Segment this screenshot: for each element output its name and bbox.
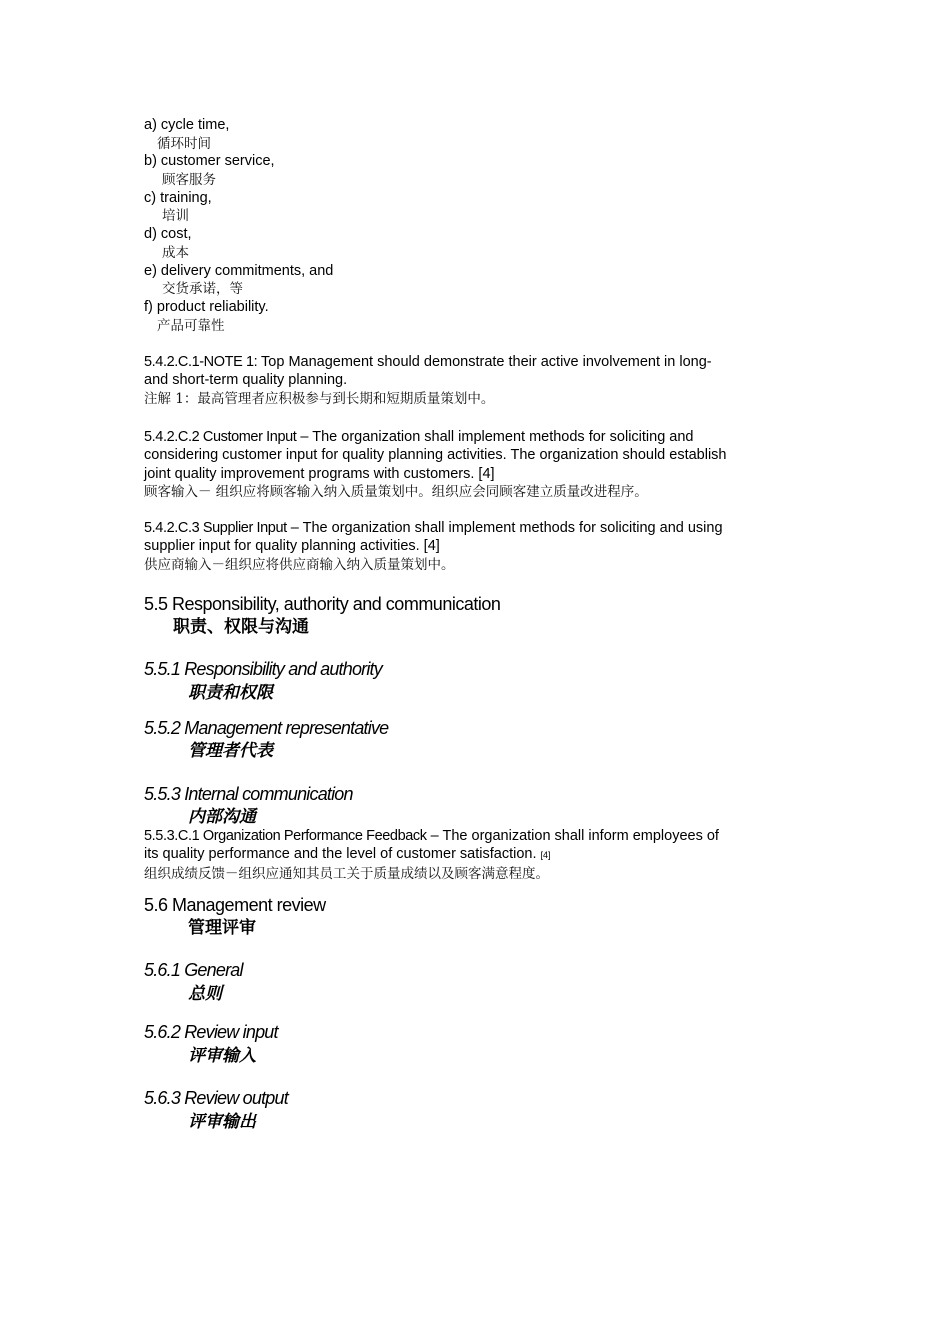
heading-5-5-zh: 职责、权限与沟通: [173, 617, 309, 637]
note-1-label: 5.4.2.C.1-NOTE 1:: [144, 354, 258, 370]
list-item-e-zh: 交货承诺，等: [162, 281, 243, 297]
heading-5-6-1-zh: 总则: [188, 984, 222, 1004]
heading-5-5-3: 5.5.3 Internal communication: [144, 784, 353, 804]
customer-input-zh: 顾客输入－ 组织应将顾客输入纳入质量策划中。组织应会同顾客建立质量改进程序。: [144, 483, 648, 500]
note-1-text-line1: Top Management should demonstrate their active involvement in long-: [257, 354, 712, 370]
heading-5-6-2: 5.6.2 Review input: [144, 1022, 278, 1042]
list-item-a: a) cycle time,: [144, 117, 230, 133]
feedback-reference: [4]: [540, 850, 551, 861]
note-1-paragraph: [144, 353, 804, 409]
list-item-a-zh: 循环时间: [157, 136, 211, 152]
supplier-input-zh: 供应商输入－组织应将供应商输入纳入质量策划中。: [144, 556, 455, 573]
list-item-e: e) delivery commitments, and: [144, 263, 334, 279]
feedback-label: 5.5.3.C.1 Organization Performance Feedback: [144, 828, 427, 844]
feedback-line1: – The organization shall inform employees of: [426, 828, 719, 844]
list-item-c: c) training,: [144, 190, 212, 206]
note-1-text-line2: and short-term quality planning.: [144, 372, 348, 389]
list-item-d-zh: 成本: [162, 245, 189, 261]
heading-5-5-2: 5.5.2 Management representative: [144, 718, 389, 738]
feedback-zh: 组织成绩反馈－组织应通知其员工关于质量成绩以及顾客满意程度。: [144, 865, 549, 882]
list-item-b: b) customer service,: [144, 153, 275, 169]
heading-5-5: 5.5 Responsibility, authority and communication: [144, 594, 501, 614]
heading-5-6: 5.6 Management review: [144, 895, 326, 915]
heading-5-6-2-zh: 评审输入: [188, 1046, 256, 1066]
feedback-paragraph: [144, 827, 804, 884]
customer-input-line1: – The organization shall implement methods for soliciting and: [296, 429, 694, 445]
heading-5-5-1-zh: 职责和权限: [188, 683, 273, 703]
customer-input-label: 5.4.2.C.2 Customer Input: [144, 429, 297, 445]
supplier-input-line1: – The organization shall implement methods for soliciting and using: [286, 520, 723, 536]
heading-5-5-2-zh: 管理者代表: [188, 741, 273, 761]
note-1-zh: 注解 1：最高管理者应积极参与到长期和短期质量策划中。: [144, 390, 495, 407]
heading-5-6-1: 5.6.1 General: [144, 960, 243, 980]
customer-input-paragraph: [144, 428, 804, 502]
customer-input-line2: considering customer input for quality planning activities. The organization should establish: [144, 447, 727, 464]
list-item-d: d) cost,: [144, 226, 192, 242]
heading-5-5-3-zh: 内部沟通: [188, 807, 256, 827]
heading-5-5-1: 5.5.1 Responsibility and authority: [144, 659, 382, 679]
heading-5-6-3-zh: 评审输出: [188, 1112, 256, 1132]
heading-5-6-zh: 管理评审: [188, 918, 256, 938]
list-item-f-zh: 产品可靠性: [157, 318, 225, 334]
list-item-c-zh: 培训: [162, 208, 189, 224]
list-item-f: f) product reliability.: [144, 299, 269, 315]
customer-input-line3: joint quality improvement programs with customers. [4]: [144, 465, 495, 482]
heading-5-6-3: 5.6.3 Review output: [144, 1088, 288, 1108]
list-item-b-zh: 顾客服务: [162, 172, 216, 188]
supplier-input-label: 5.4.2.C.3 Supplier Input: [144, 520, 287, 536]
supplier-input-line2: supplier input for quality planning activities. [4]: [144, 538, 440, 555]
supplier-input-paragraph: [144, 519, 804, 575]
feedback-line2: its quality performance and the level of customer satisfaction.: [144, 846, 541, 863]
